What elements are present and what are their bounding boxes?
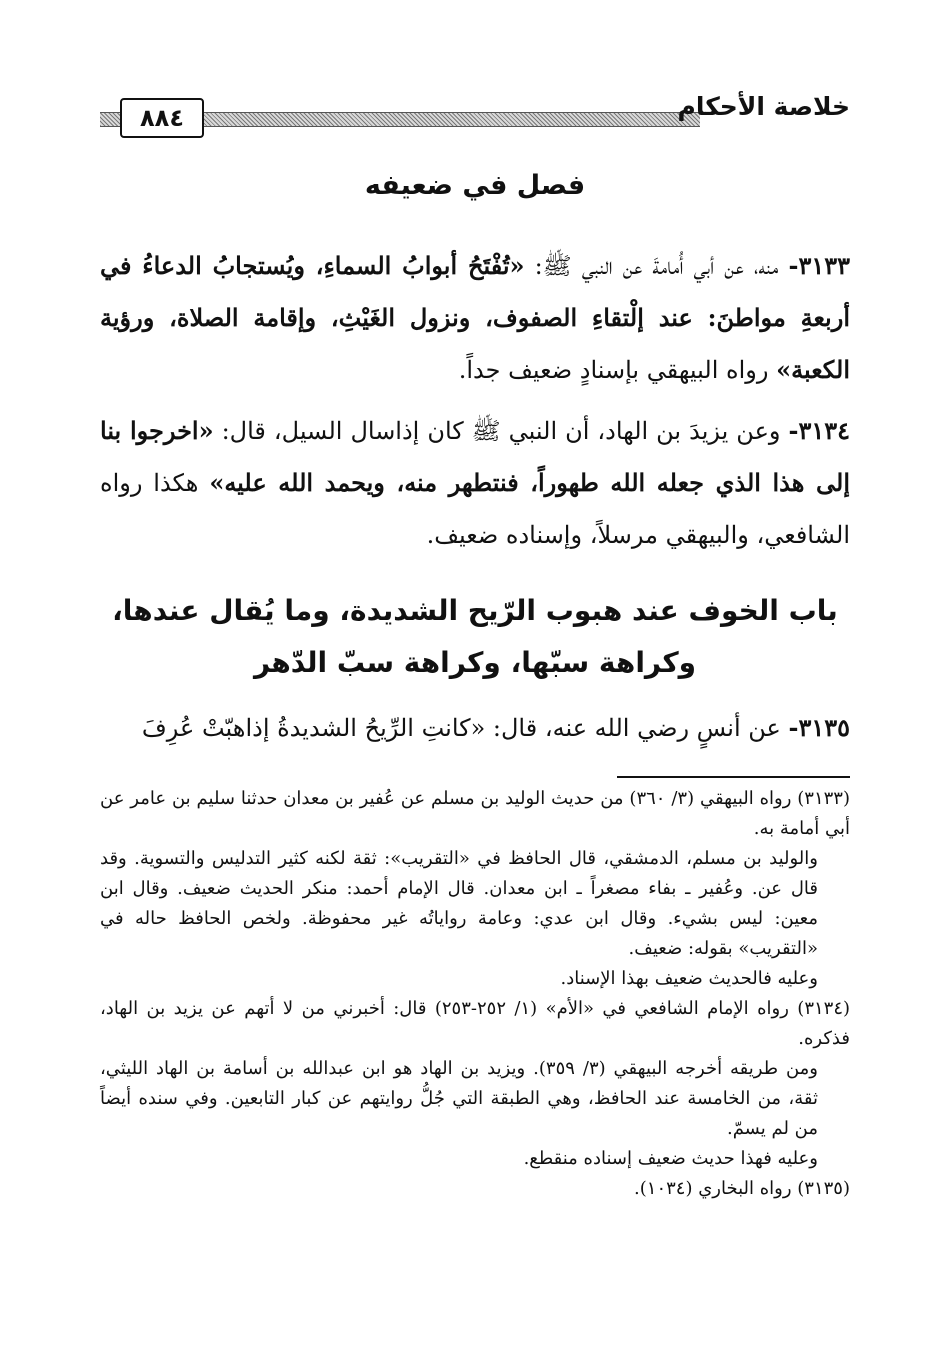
hadith-number: ٣١٣٥- — [788, 713, 850, 742]
hadith-grading: رواه البيهقي بإسنادٍ ضعيف جداً. — [458, 356, 777, 384]
hadith-paragraph — [100, 405, 850, 561]
footnote-continuation: وعليه فهذا حديث ضعيف إسناده منقطع. — [523, 1148, 818, 1169]
page-number: ٨٨٤ — [120, 98, 204, 138]
footnote-divider — [617, 776, 850, 778]
running-title: خلاصة الأحكام — [677, 92, 850, 121]
hadith-3134 — [100, 405, 850, 561]
footnote: (٣١٣٣) رواه البيهقي (٣/ ٣٦٠) من حديث الوليد بن مسلم عن عُفير بن معدان حدثنا سليم بن عامر عن أبي أمامة به. — [100, 788, 850, 839]
footnote-continuation: وعليه فالحديث ضعيف بهذا الإسناد. — [560, 968, 818, 989]
hadith-3133 — [100, 240, 850, 396]
footnote: (٣١٣٥) رواه البخاري (١٠٣٤). — [634, 1178, 850, 1199]
hadith-3135 — [100, 702, 850, 754]
footnotes — [100, 784, 850, 1204]
chapter-heading-line-1: باب الخوف عند هبوب الرّيح الشديدة، وما يُقال عندها، — [112, 594, 838, 627]
page-header — [100, 88, 850, 142]
hadith-number: ٣١٣٤- — [788, 416, 850, 445]
hadith-quote: «اخرجوا بنا إلى هذا الذي جعله الله طهوراً، فنتطهر منه، ويحمد الله عليه» — [100, 416, 850, 497]
hadith-quote: «تُفْتَحُ أبوابُ السماءِ، ويُستجابُ الدعاءُ في أربعةِ مواطنَ: عند إلْتقاءِ الصفوف، ونزول الغَيْثِ، وإقامة الصلاة، ورؤية الكعبة» — [100, 251, 850, 384]
footnote: (٣١٣٤) رواه الإمام الشافعي في «الأم» (١/ ٢٥٢-٢٥٣) قال: أخبرني من لا أتهم عن يزيد بن الهاد، فذكره. — [100, 998, 851, 1049]
footnote-continuation: والوليد بن مسلم، الدمشقي، قال الحافظ في «التقريب»: ثقة لكنه كثير التدليس والتسوية. وقد قال عن. وعُفير ـ بفاء مصغراً ـ ابن معدان. قال الإمام أحمد: منكر الحديث ضعيف. وقال ابن معين: ليس بشيء. وقال ابن عدي: وعامة رواياتُه غير محفوظة. ولخص الحافظ حاله في «التقريب» بقوله: ضعيف. — [100, 848, 818, 959]
chapter-heading — [100, 585, 850, 689]
footnote-continuation: ومن طريقه أخرجه البيهقي (٣/ ٣٥٩). ويزيد بن الهاد هو ابن عبدالله بن أسامة بن الهاد الليثي، ثقة، من الخامسة عند الحافظ، وهي الطبقة التي جُلُّ روايتهم عن كبار التابعين. وفي سنده أيضاً من لم يسمّ. — [100, 1058, 818, 1139]
hadith-intro: منه، عن أبي أُمامةَ عن النبي ﷺ: — [524, 252, 789, 280]
hadith-grading: هكذا رواه الشافعي، والبيهقي مرسلاً، وإسناده ضعيف. — [100, 469, 850, 549]
hadith-paragraph — [100, 702, 850, 754]
hadith-intro: عن أنسٍ رضي الله عنه، قال: — [485, 714, 789, 742]
hadith-quote: «كانتِ الرِّيحُ الشديدةُ إذاهبّتْ عُرِفَ — [141, 714, 486, 742]
chapter-heading-line-2: وكراهة سبّها، وكراهة سبّ الدّهر — [253, 646, 697, 679]
hadith-paragraph — [100, 240, 850, 396]
hadith-number: ٣١٣٣- — [788, 251, 850, 280]
hadith-intro: وعن يزيدَ بن الهاد، أن النبي ﷺ كان إذاسال السيل، قال: — [213, 417, 789, 445]
section-heading: فصل في ضعيفه — [364, 170, 586, 201]
